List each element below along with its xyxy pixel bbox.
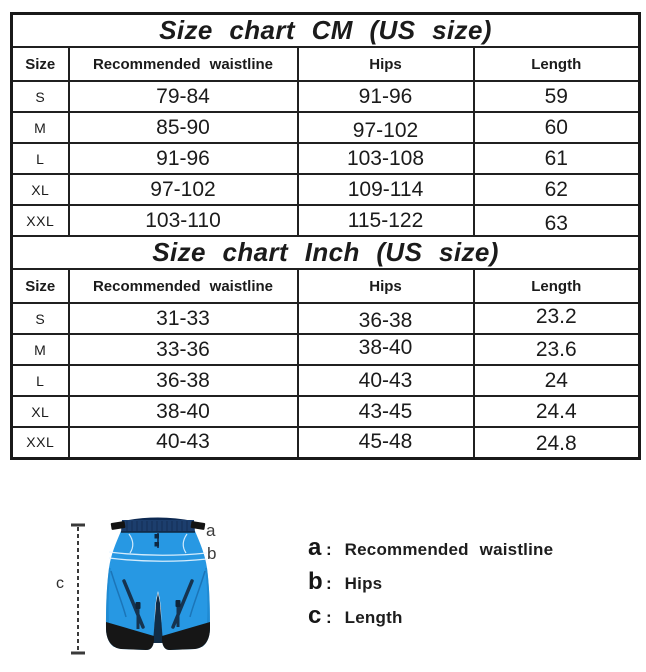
waistline-cell: 85-90 bbox=[69, 112, 298, 143]
waistline-cell: 40-43 bbox=[69, 427, 298, 458]
length-cell: 24 bbox=[474, 365, 640, 396]
legend-key-c: c bbox=[308, 602, 322, 629]
table-row-inch-xl bbox=[12, 396, 640, 427]
waistline-cell: 103-110 bbox=[69, 205, 298, 236]
hips-cell: 91-96 bbox=[298, 81, 474, 112]
header-row-cm bbox=[12, 47, 640, 81]
size-cell: S bbox=[12, 303, 69, 334]
column-header-waistline: Recommended waistline bbox=[69, 47, 298, 81]
legend-colon: : bbox=[326, 574, 332, 593]
column-header-length: Length bbox=[474, 269, 640, 303]
legend-label-waistline: Recommended waistline bbox=[344, 540, 554, 559]
table-row-inch-s bbox=[12, 303, 640, 334]
size-cell: L bbox=[12, 143, 69, 174]
legend-key-a: a bbox=[308, 534, 322, 561]
length-measure-line bbox=[71, 525, 85, 653]
size-cell: S bbox=[12, 81, 69, 112]
column-header-waistline: Recommended waistline bbox=[69, 269, 298, 303]
measurement-legend bbox=[308, 536, 553, 630]
table-row-inch-xxl bbox=[12, 427, 640, 458]
table-row-cm-s bbox=[12, 81, 640, 112]
length-cell: 63 bbox=[474, 208, 640, 239]
column-header-length: Length bbox=[474, 47, 640, 81]
table-row-inch-l bbox=[12, 365, 640, 396]
legend-colon: : bbox=[326, 608, 332, 627]
waistline-cell: 97-102 bbox=[69, 174, 298, 205]
size-cell: M bbox=[12, 112, 69, 143]
hips-cell: 36-38 bbox=[298, 305, 474, 336]
table-title-cm: Size chart CM (US size) bbox=[12, 14, 640, 48]
table-row-cm-l bbox=[12, 143, 640, 174]
size-cell: XL bbox=[12, 174, 69, 205]
waistline-cell: 33-36 bbox=[69, 334, 298, 365]
waistline-cell: 31-33 bbox=[69, 303, 298, 334]
marker-a: a bbox=[206, 521, 216, 540]
hips-cell: 45-48 bbox=[298, 427, 474, 458]
table-title-inch: Size chart Inch (US size) bbox=[12, 236, 640, 269]
hips-cell: 109-114 bbox=[298, 174, 474, 205]
size-cell: XL bbox=[12, 396, 69, 427]
size-cell: L bbox=[12, 365, 69, 396]
waistline-cell: 38-40 bbox=[69, 396, 298, 427]
length-cell: 59 bbox=[474, 81, 640, 112]
waistline-cell: 36-38 bbox=[69, 365, 298, 396]
length-cell: 62 bbox=[474, 174, 640, 205]
waistline-cell: 91-96 bbox=[69, 143, 298, 174]
table-row-inch-m bbox=[12, 334, 640, 365]
table-row-cm-xxl bbox=[12, 205, 640, 236]
header-row-inch bbox=[12, 269, 640, 303]
hips-cell: 38-40 bbox=[298, 332, 474, 363]
hips-cell: 115-122 bbox=[298, 205, 474, 236]
legend-label-length: Length bbox=[344, 608, 403, 627]
column-header-hips: Hips bbox=[298, 47, 474, 81]
table-row-cm-m bbox=[12, 112, 640, 143]
legend-item-waistline bbox=[308, 536, 553, 562]
fly-snap bbox=[155, 542, 160, 547]
measurement-diagram bbox=[0, 501, 646, 672]
waistline-cell: 79-84 bbox=[69, 81, 298, 112]
hips-cell: 40-43 bbox=[298, 365, 474, 396]
legend-label-hips: Hips bbox=[344, 574, 383, 593]
hips-cell: 103-108 bbox=[298, 143, 474, 174]
legend-colon: : bbox=[326, 540, 332, 559]
column-header-size: Size bbox=[12, 269, 69, 303]
shorts-illustration bbox=[106, 518, 210, 651]
legend-key-b: b bbox=[308, 568, 323, 595]
legend-item-length bbox=[308, 604, 553, 630]
length-cell: 60 bbox=[474, 112, 640, 143]
size-chart-table bbox=[10, 12, 641, 460]
marker-b: b bbox=[207, 544, 217, 563]
marker-c: c bbox=[56, 575, 64, 592]
column-header-size: Size bbox=[12, 47, 69, 81]
length-cell: 61 bbox=[474, 143, 640, 174]
legend-item-hips bbox=[308, 570, 553, 596]
column-header-hips: Hips bbox=[298, 269, 474, 303]
size-cell: XXL bbox=[12, 427, 69, 458]
length-cell: 24.8 bbox=[474, 429, 640, 460]
hips-cell: 43-45 bbox=[298, 396, 474, 427]
length-cell: 23.6 bbox=[474, 334, 640, 365]
shorts-diagram-graphic bbox=[0, 501, 300, 672]
fly-snap bbox=[155, 534, 160, 539]
length-cell: 24.4 bbox=[474, 396, 640, 427]
size-cell: XXL bbox=[12, 205, 69, 236]
size-cell: M bbox=[12, 334, 69, 365]
length-cell: 23.2 bbox=[474, 301, 640, 332]
hips-cell: 97-102 bbox=[298, 115, 474, 146]
table-row-cm-xl bbox=[12, 174, 640, 205]
